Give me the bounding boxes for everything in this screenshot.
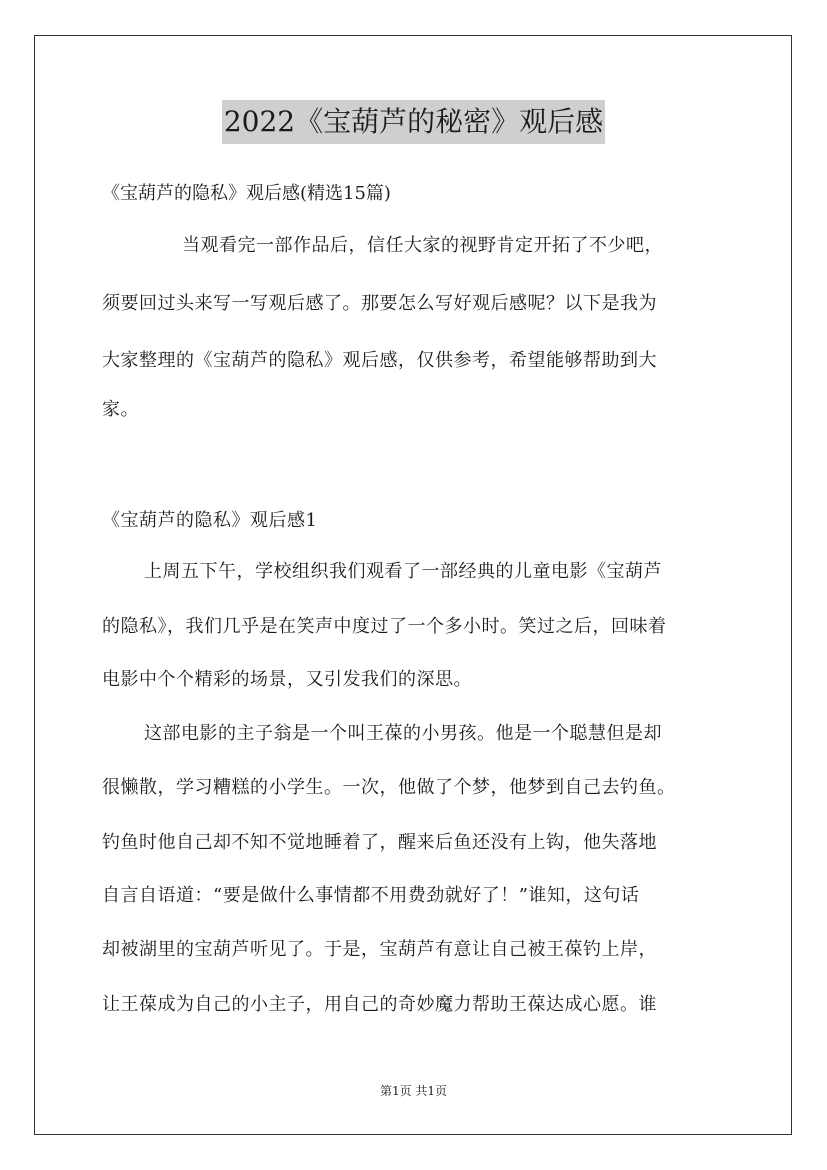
document-title: 2022《宝葫芦的秘密》观后感 [222,100,605,144]
intro-line: 当观看完一部作品后，信任大家的视野肯定开拓了不少吧， [182,235,663,256]
body-line: 上周五下午，学校组织我们观看了一部经典的儿童电影《宝葫芦 [144,561,662,582]
page-number-footer: 第1页 共1页 [379,1084,448,1098]
body-line: 电影中个个精彩的场景，又引发我们的深思。 [102,669,472,690]
body-line: 钓鱼时他自己却不知不觉地睡着了，醒来后鱼还没有上钩，他失落地 [102,832,657,853]
section-heading: 《宝葫芦的隐私》观后感1 [102,510,318,531]
body-line: 自言自语道：“要是做什么事情都不用费劲就好了！”谁知，这句话 [102,885,640,906]
intro-line: 大家整理的《宝葫芦的隐私》观后感，仅供参考，希望能够帮助到大 [102,350,657,371]
document-title-wrap [0,100,827,144]
body-line: 却被湖里的宝葫芦听见了。于是，宝葫芦有意让自己被王葆钓上岸， [102,939,657,960]
intro-line: 须要回过头来写一写观后感了。那要怎么写好观后感呢？以下是我为 [102,293,657,314]
document-subtitle: 《宝葫芦的隐私》观后感(精选15篇) [102,183,391,204]
body-line: 这部电影的主子翁是一个叫王葆的小男孩。他是一个聪慧但是却 [144,723,662,744]
intro-line: 家。 [102,399,139,420]
body-line: 很懒散，学习糟糕的小学生。一次，他做了个梦，他梦到自己去钓鱼。 [102,777,676,798]
body-line: 让王葆成为自己的小主子，用自己的奇妙魔力帮助王葆达成心愿。谁 [102,994,657,1015]
body-line: 的隐私》，我们几乎是在笑声中度过了一个多小时。笑过之后，回味着 [102,616,667,637]
